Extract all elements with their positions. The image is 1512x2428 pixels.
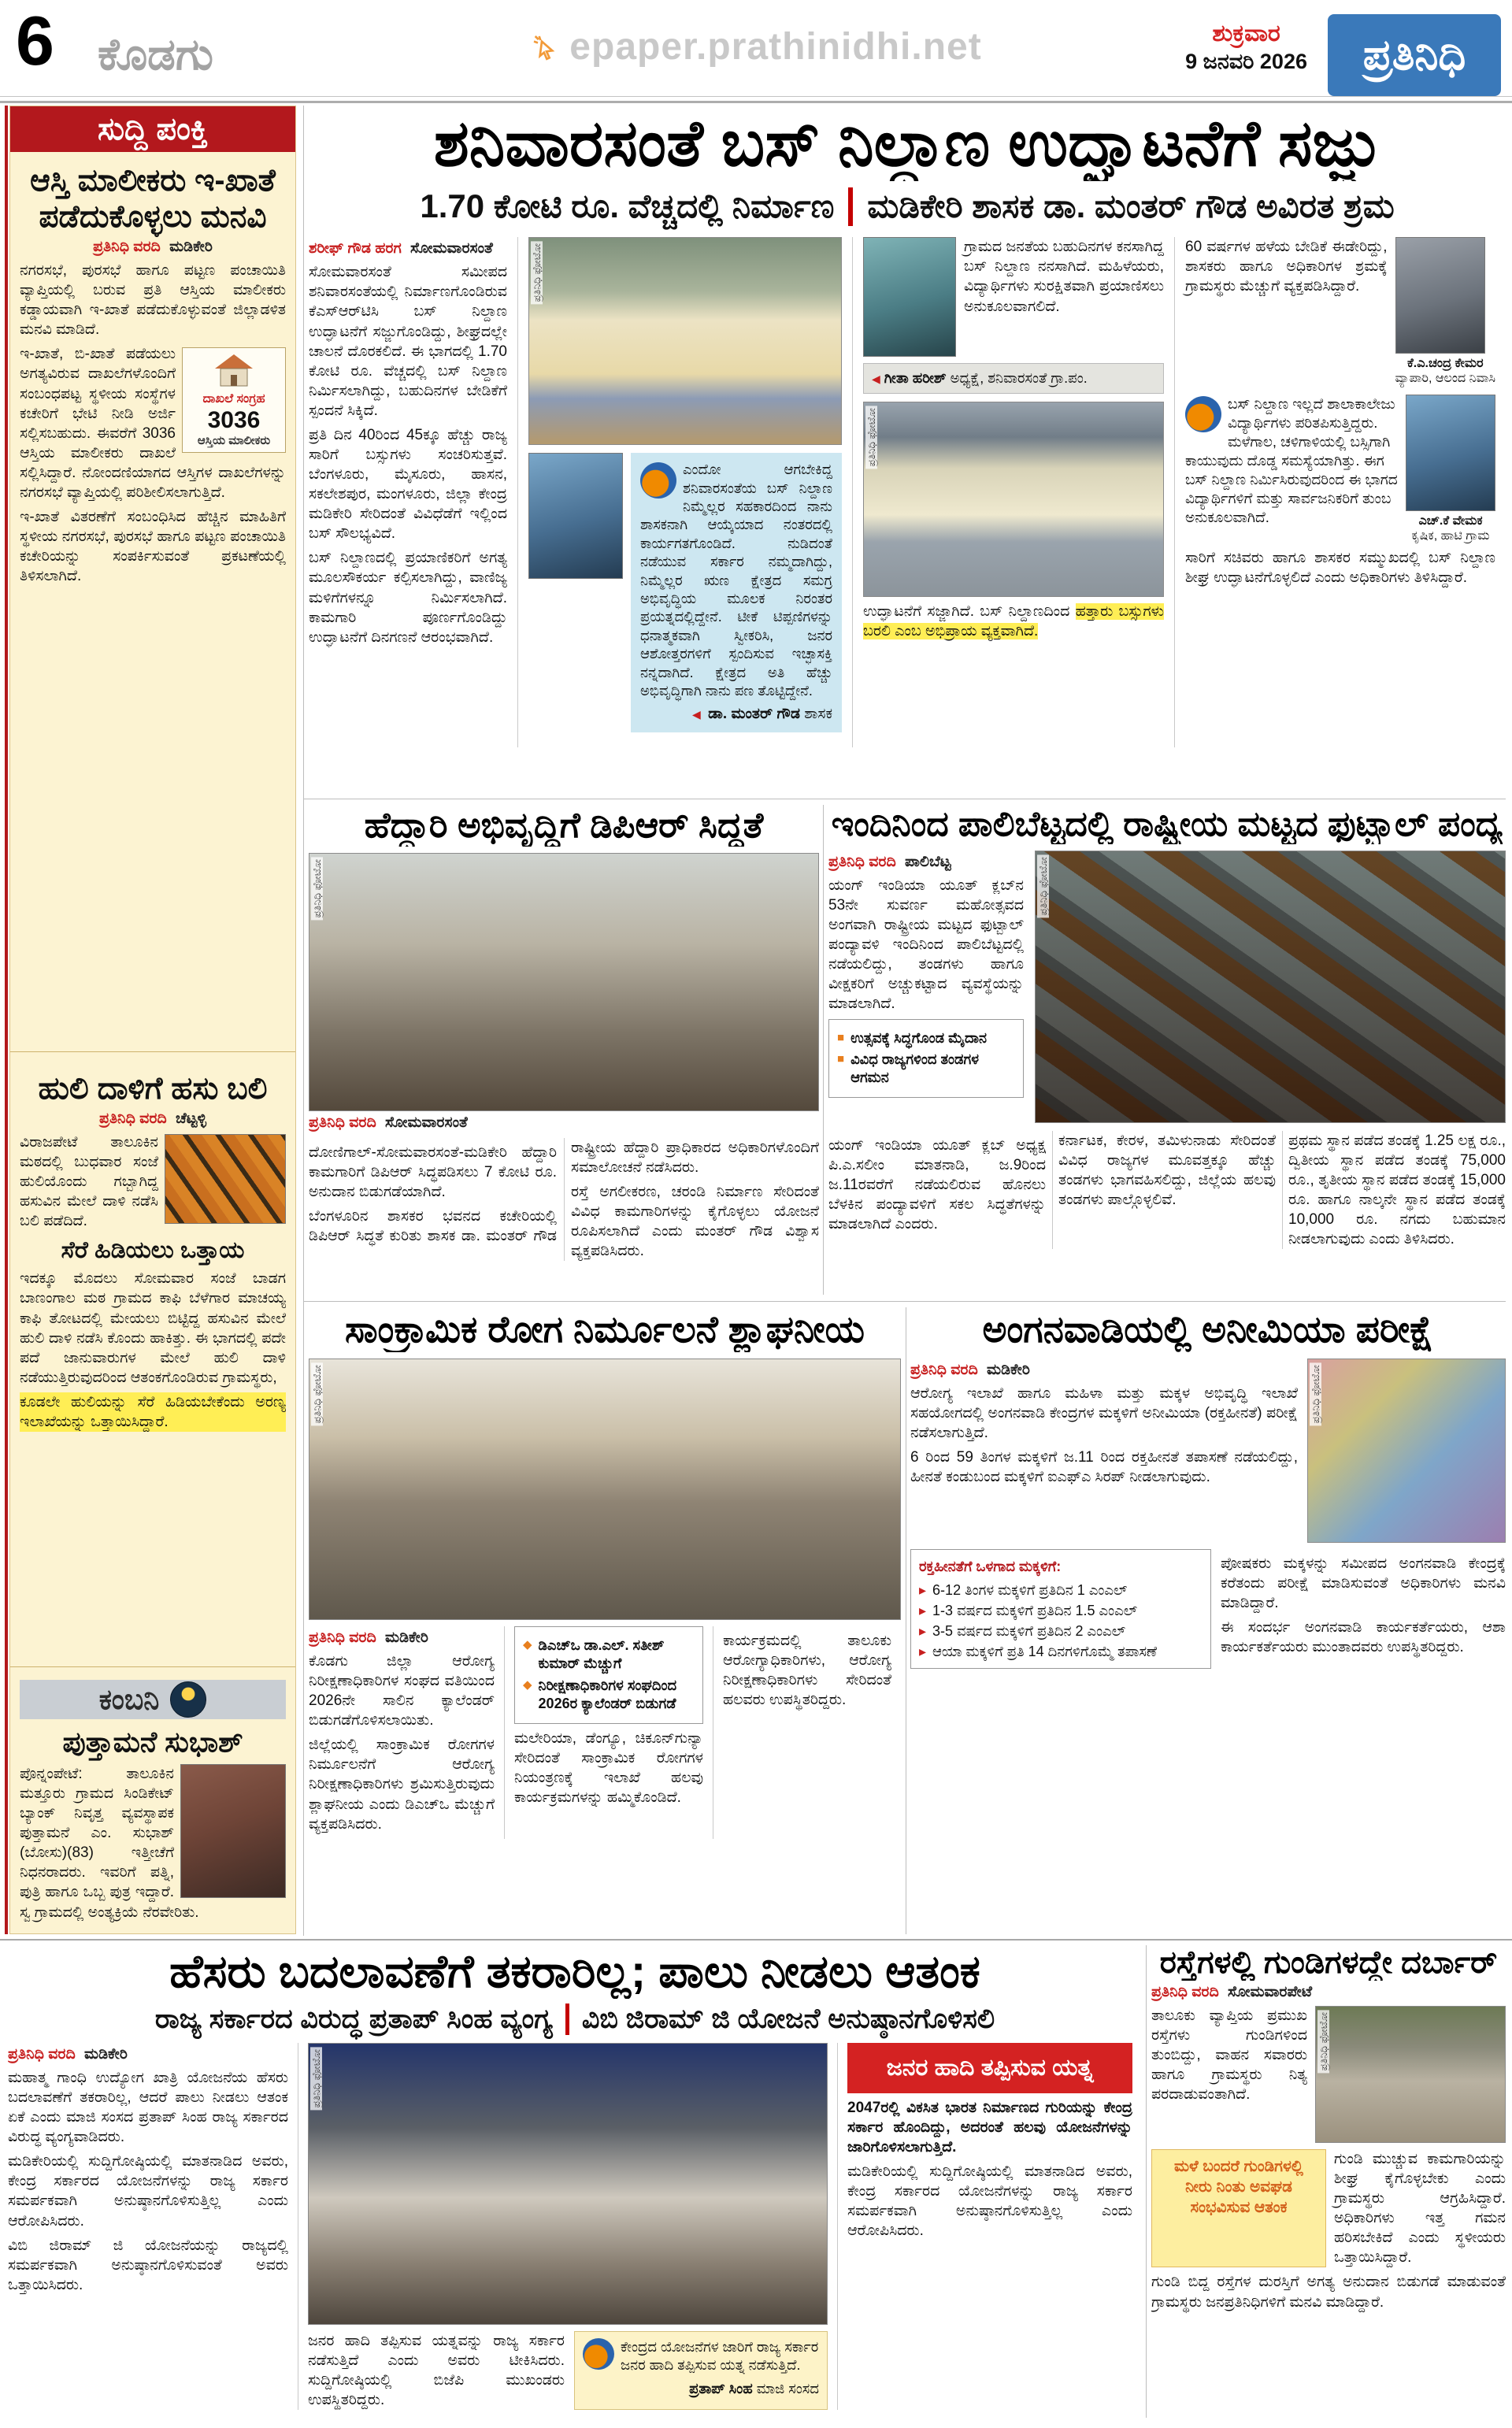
photo-press-meet xyxy=(308,2043,828,2325)
huli-subhead: ಸೆರೆ ಹಿಡಿಯಲು ಒತ್ತಾಯ xyxy=(61,1237,245,1264)
dosage-marker: ▸ xyxy=(919,1582,927,1599)
anemia-col-1 xyxy=(910,1359,1298,1543)
article-raste xyxy=(1151,1945,1506,2418)
caption-role: ಅಧ್ಯಕ್ಷೆ, ಶನಿವಾರಸಂತೆ ಗ್ರಾ.ಪಂ. xyxy=(950,370,1088,387)
photo-anganwadi-children xyxy=(1307,1359,1506,1543)
inset-number: 3036 xyxy=(207,406,261,433)
dosage-item xyxy=(919,1641,1203,1662)
article-epidemic xyxy=(309,1307,901,1934)
caption-geetha xyxy=(863,363,1164,394)
strap-divider xyxy=(848,187,853,226)
byline-label: ಪ್ರತಿನಿಧಿ ವರದಿ xyxy=(910,1362,978,1378)
section-divider xyxy=(303,1301,1506,1302)
byline xyxy=(828,854,1024,871)
left-arrow-icon: ◀ xyxy=(872,373,880,386)
byline-place: ಮಡಿಕೇರಿ xyxy=(84,2046,128,2063)
rail-red-border xyxy=(5,106,8,1934)
huli-headline: ಹುಲಿ ದಾಳಿಗೆ ಹಸು ಬಲಿ xyxy=(38,1072,268,1106)
article-anemia xyxy=(910,1307,1506,1934)
photo-calendar-release-group xyxy=(309,1359,901,1620)
photo-credit: ಪ್ರತಿನಿಧಿ ಫೋಟೋ xyxy=(531,241,543,304)
photo-bus-stand xyxy=(528,237,842,445)
asti-paragraph: ಇ-ಖಾತೆ, ಬಿ-ಖಾತೆ ಪಡೆಯಲು ಅಗತ್ಯವಿರುವ ದಾಖಲೆಗಳೊಂದಿಗೆ ಸಂಬಂಧಪಟ್ಟ ಸ್ಥಳೀಯ ಸಂಸ್ಥೆಗಳ ಕಚೇರಿಗೆ ಭೇಟಿ ನೀಡಿ ಅರ್ಜಿ ಸಲ್ಲಿಸಬಹುದು. ಈವರೆಗೆ 3036 ಆಸ್ತಿಯ ಮಾಲೀಕರು ದಾಖಲೆ ಸಲ್ಲಿಸಿದ್ದಾರೆ. ನೋಂದಣಿಯಾಗದ ಆಸ್ತಿಗಳ ದಾಖಲೆಗಳನ್ನು ನಗರಸಭೆ ವ್ಯಾಪ್ತಿಯಲ್ಲಿ ಪರಿಶೀಲಿಸಲಾಗುತ್ತಿದೆ. xyxy=(20,346,286,501)
dpr-paragraph: ಬೆಂಗಳೂರಿನ ಶಾಸಕರ ಭವನದ ಕಚೇರಿಯಲ್ಲಿ ಡಿಪಿಆರ್ ಸಿದ್ಧತೆ ಕುರಿತು ಶಾಸಕ ಡಾ. ಮಂತರ್ ಗೌಡ ರಾಷ್ಟ್ರೀಯ ಹೆದ್ದಾರಿ ಪ್ರಾಧಿಕಾರದ ಅಧಿಕಾರಿಗಳೊಂದಿಗೆ ಸಮಾಲೋಚನೆ ನಡೆಸಿದರು. xyxy=(309,1140,819,1245)
reporter-place: ಸೋಮವಾರಸಂತೆ xyxy=(410,240,493,258)
article-main xyxy=(309,107,1506,795)
page-number: 6 xyxy=(16,2,54,80)
hesaru-paragraph: ಮಡಿಕೇರಿಯಲ್ಲಿ ಸುದ್ದಿಗೋಷ್ಠಿಯಲ್ಲಿ ಮಾತನಾಡಿದ ಅವರು, ಕೇಂದ್ರ ಸರ್ಕಾರದ ಯೋಜನೆಗಳನ್ನು ರಾಜ್ಯ ಸರ್ಕಾರ ಸಮರ್ಪಕವಾಗಿ ಅನುಷ್ಠಾನಗೊಳಿಸುತ್ತಿಲ್ಲ ಎಂದು ಆರೋಪಿಸಿದರು. xyxy=(8,2153,288,2230)
header-divider xyxy=(0,96,1512,97)
photo-tiger xyxy=(165,1134,286,1224)
chandra-figure xyxy=(1395,237,1495,386)
bullet-text: ವಿವಿಧ ರಾಜ್ಯಗಳಿಂದ ತಂಡಗಳ ಆಗಮನ xyxy=(850,1051,980,1086)
bullet-text: ನಿರೀಕ್ಷಣಾಧಿಕಾರಿಗಳ ಸಂಘದಿಂದ 2026ರ ಕ್ಯಾಲೆಂಡರ್ ಬಿಡುಗಡೆ xyxy=(538,1677,677,1712)
dosage-marker: ▸ xyxy=(919,1644,927,1660)
left-arrow-icon: ◀ xyxy=(692,708,701,721)
vemaka-figure xyxy=(1406,395,1495,543)
main-headline: ಶನಿವಾರಸಂತೆ ಬಸ್ ನಿಲ್ದಾಣ ಉದ್ಘಾಟನೆಗೆ ಸಜ್ಜು xyxy=(433,108,1381,180)
bullet-item xyxy=(523,1637,695,1674)
byline-place: ಮಡಿಕೇರಿ xyxy=(385,1629,428,1646)
article-football xyxy=(828,805,1506,1295)
byline-place: ಮಡಿಕೇರಿ xyxy=(987,1362,1030,1378)
main-paragraph: ಬಸ್ ನಿಲ್ದಾಣದಲ್ಲಿ ಪ್ರಯಾಣಿಕರಿಗೆ ಅಗತ್ಯ ಮೂಲಸೌಕರ್ಯ ಕಲ್ಪಿಸಲಾಗಿದ್ದು, ವಾಣಿಜ್ಯ ಮಳಿಗೆಗಳನ್ನೂ ನಿರ್ಮಿಸಲಾಗಿದೆ. ಕಾಮಗಾರಿ ಪೂರ್ಣಗೊಂಡಿದ್ದು ಉದ್ಘಾಟನೆಗೆ ದಿನಗಣನೆ ಆರಂಭವಾಗಿದೆ. xyxy=(309,550,507,646)
dosage-marker: ▸ xyxy=(919,1623,927,1640)
hesaru-paragraph: ವಿಬಿ ಜಿರಾಮ್ ಜಿ ಯೋಜನೆಯನ್ನು ರಾಜ್ಯದಲ್ಲಿ ಸಮರ್ಪಕವಾಗಿ ಅನುಷ್ಠಾನಗೊಳಿಸುವಂತೆ ಅವರು ಒತ್ತಾಯಿಸಿದರು. xyxy=(8,2237,288,2293)
epidemic-headline: ಸಾಂಕ್ರಾಮಿಕ ರೋಗ ನಿರ್ಮೂಲನೆ ಶ್ಲಾಘನೀಯ xyxy=(345,1308,865,1350)
bullet-text: ಉತ್ಸವಕ್ಕೆ ಸಿದ್ಧಗೊಂಡ ಮೈದಾನ xyxy=(850,1029,987,1046)
main-paragraph: ಪ್ರತಿ ದಿನ 40ರಿಂದ 45ಕ್ಕೂ ಹೆಚ್ಚು ರಾಜ್ಯ ಸಾರಿಗೆ ಬಸ್ಸುಗಳು ಸಂಚರಿಸುತ್ತವೆ. ಬೆಂಗಳೂರು, ಮೈಸೂರು, ಹಾಸನ, ಸಕಲೇಶಪುರ, ಮಂಗಳೂರು, ಜಿಲ್ಲಾ ಕೇಂದ್ರ ಮಡಿಕೇರಿ ಸೇರಿದಂತೆ ವಿವಿಧೆಡೆಗೆ ಇಲ್ಲಿಂದ ಬಸ್ ಸೌಲಭ್ಯವಿದೆ. xyxy=(309,426,507,543)
anemia-paragraph: ಈ ಸಂದರ್ಭ ಅಂಗನವಾಡಿ ಕಾರ್ಯಕರ್ತೆಯರು, ಆಶಾ ಕಾರ್ಯಕರ್ತೆಯರು ಮುಂತಾದವರು ಉಪಸ್ಥಿತರಿದ್ದರು. xyxy=(1221,1619,1506,1656)
hesaru-bold-lead: 2047ರಲ್ಲಿ ವಿಕಸಿತ ಭಾರತ ನಿರ್ಮಾಣದ ಗುರಿಯನ್ನು ಕೇಂದ್ರ ಸರ್ಕಾರ ಹೊಂದಿದ್ದು, ಅದರಂತೆ ಹಲವು ಯೋಜನೆಗಳನ್ನು ಜಾರಿಗೊಳಿಸಲಾಗುತ್ತಿದೆ. xyxy=(847,2100,1132,2156)
weekday-label: ಶುಕ್ರವಾರ xyxy=(1212,20,1280,46)
article-asti xyxy=(20,152,286,1043)
strap-right: ಮಡಿಕೇರಿ ಶಾಸಕ ಡಾ. ಮಂತರ್ ಗೌಡ ಅವಿರತ ಶ್ರಮ xyxy=(867,187,1395,225)
photo-manthar-gowda xyxy=(528,453,623,579)
main-paragraph xyxy=(863,602,1164,641)
article-hesaru xyxy=(8,1945,1142,2418)
strap-left: ರಾಜ್ಯ ಸರ್ಕಾರದ ವಿರುದ್ಧ ಪ್ರತಾಪ್ ಸಿಂಹ ವ್ಯಂಗ್ಯ xyxy=(154,2004,553,2034)
kambani-banner xyxy=(20,1680,286,1719)
hesaru-paragraph: ಮಹಾತ್ಮ ಗಾಂಧಿ ಉದ್ಯೋಗ ಖಾತ್ರಿ ಯೋಜನೆಯ ಹೆಸರು ಬದಲಾವಣೆಗೆ ತಕರಾರಿಲ್ಲ, ಆದರೆ ಪಾಲು ನೀಡಲು ಆತಂಕ ಏಕೆ ಎಂದು ಮಾಜಿ ಸಂಸದ ಪ್ರತಾಪ್ ಸಿಂಹ ರಾಜ್ಯ ಸರ್ಕಾರದ ವಿರುದ್ಧ ವ್ಯಂಗ್ಯವಾಡಿದರು. xyxy=(8,2070,288,2146)
epidemic-col-1 xyxy=(309,1626,504,1839)
kambani-title: ಪುತ್ತಾಮನೆ ಸುಭಾಶ್ xyxy=(62,1726,243,1758)
photo-stadium-gallery xyxy=(1035,851,1506,1123)
photo-credit: ಪ್ರತಿನಿಧಿ ಫೋಟೋ xyxy=(1037,854,1049,917)
news-column-rail xyxy=(9,106,296,1934)
epidemic-col-3 xyxy=(713,1626,901,1839)
raste-headline: ರಸ್ತೆಗಳಲ್ಲಿ ಗುಂಡಿಗಳದ್ದೇ ದರ್ಬಾರ್ xyxy=(1159,1945,1498,1980)
photo-chandra-kemara xyxy=(1395,237,1485,354)
quote-2-block xyxy=(1185,395,1398,543)
click-cursor-icon xyxy=(530,32,561,64)
rail-divider-vertical xyxy=(303,106,304,1936)
byline xyxy=(8,2046,288,2063)
caption-vemaka xyxy=(1406,513,1495,543)
epidemic-paragraph: ಮಲೇರಿಯಾ, ಡೆಂಗ್ಯೂ, ಚಿಕೂನ್‌ಗುನ್ಯಾ ಸೇರಿದಂತೆ ಸಾಂಕ್ರಾಮಿಕ ರೋಗಗಳ ನಿಯಂತ್ರಣಕ್ಕೆ ಇಲಾಖೆ ಹಲವು ಕಾರ್ಯಕ್ರಮಗಳನ್ನು ಹಮ್ಮಿಕೊಂಡಿದೆ. xyxy=(514,1729,703,1806)
football-bullet-box xyxy=(828,1019,1024,1098)
quote-icon xyxy=(1185,396,1221,432)
hesaru-paragraph: ಜನರ ಹಾದಿ ತಪ್ಪಿಸುವ ಯತ್ನವನ್ನು ರಾಜ್ಯ ಸರ್ಕಾರ ನಡೆಸುತ್ತಿದೆ ಎಂದು ಅವರು ಟೀಕಿಸಿದರು. ಸುದ್ದಿಗೋಷ್ಠಿಯಲ್ಲಿ ಬಿಜೆಪಿ ಮುಖಂಡರು ಉಪಸ್ಥಿತರಿದ್ದರು. xyxy=(308,2333,565,2409)
epidemic-columns xyxy=(309,1626,901,1839)
byline-place: ಸೋಮವಾರಪೇಟೆ xyxy=(1228,1984,1313,2000)
quote-icon xyxy=(583,2338,614,2370)
main-col-3 xyxy=(852,237,1174,747)
quote-box-mla xyxy=(631,453,842,732)
asti-paragraph: ನಗರಸಭೆ, ಪುರಸಭೆ ಹಾಗೂ ಪಟ್ಟಣ ಪಂಚಾಯಿತಿ ವ್ಯಾಪ್ತಿಯಲ್ಲಿ ಬರುವ ಪ್ರತಿ ಆಸ್ತಿಯ ಮಾಲೀಕರು ಕಡ್ಡಾಯವಾಗಿ ಇ-ಖಾತೆ ಪಡೆದುಕೊಳ್ಳುವಂತೆ ಜಿಲ್ಲಾಡಳಿತ ಮನವಿ ಮಾಡಿದೆ. xyxy=(20,262,286,339)
header-divider-thick xyxy=(0,101,1512,103)
photo-dpr-meeting xyxy=(309,853,819,1111)
photo-vemaka xyxy=(1406,395,1495,511)
hesaru-headline: ಹೆಸರು ಬದಲಾವಣೆಗೆ ತಕರಾರಿಲ್ಲ; ಪಾಲು ನೀಡಲು ಆತಂಕ xyxy=(169,1946,980,1997)
edition-name: ಕೊಡಗು xyxy=(98,29,213,79)
main-col-4 xyxy=(1174,237,1506,747)
diya-icon xyxy=(170,1681,206,1718)
rail-divider xyxy=(10,1051,295,1052)
football-top xyxy=(828,851,1506,1123)
football-body xyxy=(828,1131,1506,1249)
byline-label: ಪ್ರತಿನಿಧಿ ವರದಿ xyxy=(98,1110,167,1128)
photo-credit: ಪ್ರತಿನಿಧಿ ಫೋಟೋ xyxy=(1317,2010,1329,2073)
reporter-name: ಶರೀಫ್ ಗೌಡ ಹರಗ xyxy=(309,240,402,258)
epidemic-bullet-box xyxy=(514,1626,703,1724)
byline xyxy=(20,1110,286,1128)
dosage-title: ರಕ್ತಹೀನತೆಗೆ ಒಳಗಾದ ಮಕ್ಕಳಿಗೆ: xyxy=(919,1559,1062,1574)
caption-name: ಕೆ.ಎ.ಚಂದ್ರ ಕೇಮರ xyxy=(1406,357,1484,371)
date-label: 9 ಜನವರಿ 2026 xyxy=(1185,49,1307,73)
dpr-body xyxy=(309,1138,819,1261)
huli-paragraph: ಇದಕ್ಕೂ ಮೊದಲು ಸೋಮವಾರ ಸಂಜೆ ಬಾಡಗ ಬಾಣಂಗಾಲ ಮಠ ಗ್ರಾಮದ ಕಾಫಿ ಬೆಳೆಗಾರ ಮಾಚಯ್ಯ ಕಾಫಿ ತೋಟದಲ್ಲಿ ಮೇಯಲು ಬಿಟ್ಟಿದ್ದ ಹಸುವಿನ ಮೇಲೆ ಹುಲಿ ದಾಳಿ ನಡೆಸಿ ಕೊಂದು ಹಾಕಿತ್ತು. ಈ ಭಾಗದಲ್ಲಿ ಪದೇ ಪದೆ ಜಾನುವಾರುಗಳ ಮೇಲೆ ಹುಲಿ ದಾಳಿ ನಡೆಯುತ್ತಿರುವುದರಿಂದ ಆತಂಕಗೊಂಡಿರುವ ಗ್ರಾಮಸ್ಥರು, xyxy=(20,1270,286,1386)
bullet-icon: ◆ xyxy=(523,1677,532,1692)
quote-name: ಡಾ. ಮಂತರ್ ಗೌಡ xyxy=(708,706,800,723)
photo-credit: ಪ್ರತಿನಿಧಿ ಫೋಟೋ xyxy=(310,2047,322,2110)
column-divider xyxy=(823,805,824,1295)
quote-text: ಎಂದೋ ಆಗಬೇಕಿದ್ದ ಶನಿವಾರಸಂತೆಯ ಬಸ್ ನಿಲ್ದಾಣ ನಿಮ್ಮೆಲ್ಲರ ಸಹಕಾರದಿಂದ ನಾನು ಶಾಸಕನಾಗಿ ಆಯ್ಕೆಯಾದ ನಂತರದಲ್ಲಿ ಕಾರ್ಯಗತಗೊಂಡಿದೆ. ನುಡಿದಂತೆ ನಡೆಯುವ ಸರ್ಕಾರ ನಮ್ಮದಾಗಿದ್ದು, ನಿಮ್ಮೆಲ್ಲರ ಋಣ ಕ್ಷೇತ್ರದ ಸಮಗ್ರ ಅಭಿವೃದ್ಧಿಯ ಮೂಲಕ ನಿರಂತರ ಪ್ರಯತ್ನದಲ್ಲಿದ್ದೇನೆ. ಟೀಕೆ ಟಿಪ್ಪಣಿಗಳನ್ನು ಧನಾತ್ಮಕವಾಗಿ ಸ್ವೀಕರಿಸಿ, ಜನರ ಆಶೋತ್ತರಗಳಿಗೆ ಸ್ಪಂದಿಸುವ ಇಚ್ಛಾಸಕ್ತಿ ನನ್ನದಾಗಿದೆ. ಕ್ಷೇತ್ರದ ಅತಿ ಹೆಚ್ಚು ಅಭಿವೃದ್ಧಿಗಾಗಿ ನಾನು ಪಣ ತೊಟ್ಟಿದ್ದೇನೆ. xyxy=(640,462,832,699)
byline-place: ಸೋಮವಾರಸಂತೆ xyxy=(385,1114,468,1131)
hesaru-below-photo xyxy=(308,2331,828,2410)
dosage-text: 3-5 ವರ್ಷದ ಮಕ್ಕಳಿಗೆ ಪ್ರತಿದಿನ 2 ಎಂಎಲ್ xyxy=(932,1623,1126,1640)
house-icon xyxy=(213,353,254,387)
quote-icon xyxy=(640,462,676,499)
byline xyxy=(309,1629,495,1647)
byline xyxy=(309,240,507,258)
dosage-marker: ▸ xyxy=(919,1603,927,1619)
byline-place: ಮಡಿಕೇರಿ xyxy=(169,239,213,256)
photo-credit: ಪ್ರತಿನಿಧಿ ಫೋಟೋ xyxy=(865,406,877,469)
highlighted-text: ಹತ್ತಾರು ಬಸ್ಸುಗಳು ಬರಲಿ ಎಂಬ ಅಭಿಪ್ರಾಯ ವ್ಯಕ್ತವಾಗಿದೆ. xyxy=(863,603,1164,640)
raste-paragraph: ಗುಂಡಿ ಮುಚ್ಚುವ ಕಾಮಗಾರಿಯನ್ನು ಶೀಘ್ರ ಕೈಗೊಳ್ಳಬೇಕು ಎಂದು ಗ್ರಾಮಸ್ಥರು ಆಗ್ರಹಿಸಿದ್ದಾರೆ. ಅಧಿಕಾರಿಗಳು ಇತ್ತ ಗಮನ ಹರಿಸಬೇಕಿದೆ ಎಂದು ಸ್ಥಳೀಯರು ಒತ್ತಾಯಿಸಿದ್ದಾರೆ. xyxy=(1334,2151,1506,2267)
main-col-1 xyxy=(309,237,517,747)
photo-credit: ಪ್ರತಿನಿಧಿ ಫೋಟೋ xyxy=(1310,1362,1321,1425)
anemia-paragraph: 6 ರಿಂದ 59 ತಿಂಗಳ ಮಕ್ಕಳಿಗೆ ಜ.11 ರಿಂದ ರಕ್ತಹೀನತೆ ತಪಾಸಣೆ ನಡೆಯಲಿದ್ದು, ಹೀನತೆ ಕಂಡುಬಂದ ಮಕ್ಕಳಿಗೆ ಐಎಫ್‌ಎ ಸಿರಪ್ ನೀಡಲಾಗುವುದು. xyxy=(910,1449,1298,1486)
football-paragraph: ಯಂಗ್ ಇಂಡಿಯಾ ಯೂತ್ ಕ್ಲಬ್ ಅಧ್ಯಕ್ಷ ಪಿ.ಎ.ಸಲೀಂ ಮಾತನಾಡಿ, ಜ.9ರಿಂದ ಜ.11ರವರೆಗೆ ನಡೆಯಲಿರುವ ಹೊನಲು ಬೆಳಕಿನ ಪಂದ್ಯಾವಳಿಗೆ ಸಕಲ ಸಿದ್ಧತೆಗಳನ್ನು ಮಾಡಲಾಗಿದೆ ಎಂದರು. xyxy=(828,1137,1046,1233)
asti-headline: ಆಸ್ತಿ ಮಾಲೀಕರು ಇ-ಖಾತೆ ಪಡೆದುಕೊಳ್ಳಲು ಮನವಿ xyxy=(30,164,276,235)
kambani-banner-label: ಕಂಬನಿ xyxy=(98,1682,160,1715)
anemia-top xyxy=(910,1359,1506,1543)
inset-sublabel: ಆಸ್ತಿಯ ಮಾಲೀಕರು xyxy=(197,433,271,447)
main-paragraph: ಸೋಮವಾರಸಂತೆ ಸಮೀಪದ ಶನಿವಾರಸಂತೆಯಲ್ಲಿ ನಿರ್ಮಾಣಗೊಂಡಿರುವ ಕೆಎಸ್‌ಆರ್‌ಟಿಸಿ ಬಸ್ ನಿಲ್ದಾಣ ಉದ್ಘಾಟನೆಗೆ ಸಜ್ಜುಗೊಂಡಿದ್ದು, ಶೀಘ್ರದಲ್ಲೇ ಚಾಲನೆ ದೊರಕಲಿದೆ. ಈ ಭಾಗದಲ್ಲಿ 1.70 ಕೋಟಿ ರೂ. ವೆಚ್ಚದಲ್ಲಿ ಬಸ್ ನಿಲ್ದಾಣ ನಿರ್ಮಿಸಲಾಗಿದ್ದು, ಬಹುದಿನಗಳ ಬೇಡಿಕೆಗೆ ಸ್ಪಂದನೆ ಸಿಕ್ಕಿದೆ. xyxy=(309,264,507,419)
bullet-icon: ■ xyxy=(837,1051,845,1066)
raste-mid xyxy=(1151,2149,1506,2267)
section-divider xyxy=(0,1939,1512,1941)
bullet-icon: ◆ xyxy=(523,1638,532,1651)
photo-obituary-portrait xyxy=(180,1764,286,1898)
caption-name: ಗೀತಾ ಹರೀಶ್ xyxy=(884,370,947,387)
strap-right: ವಿಬಿ ಜಿರಾಮ್ ಜಿ ಯೋಜನೆ ಅನುಷ್ಠಾನಗೊಳಿಸಲಿ xyxy=(581,2004,995,2034)
football-paragraph: ಕರ್ನಾಟಕ, ಕೇರಳ, ತಮಿಳುನಾಡು ಸೇರಿದಂತೆ ವಿವಿಧ ರಾಜ್ಯಗಳ ಮೂವತ್ತಕ್ಕೂ ಹೆಚ್ಚು ತಂಡಗಳು ಭಾಗವಹಿಸಲಿದ್ದು, ಜಿಲ್ಲೆಯ ಹಲವು ತಂಡಗಳು ಪಾಲ್ಗೊಳ್ಳಲಿವೆ. xyxy=(1058,1132,1276,1209)
dpr-paragraph: ರಸ್ತೆ ಅಗಲೀಕರಣ, ಚರಂಡಿ ನಿರ್ಮಾಣ ಸೇರಿದಂತೆ ವಿವಿಧ ಕಾಮಗಾರಿಗಳನ್ನು ಕೈಗೊಳ್ಳಲು ಯೋಜನೆ ರೂಪಿಸಲಾಗಿದೆ ಎಂದು ಮಂತರ್ ಗೌಡ ವಿಶ್ವಾಸ ವ್ಯಕ್ತಪಡಿಸಿದರು. xyxy=(571,1184,819,1260)
caption-chandra xyxy=(1395,356,1495,386)
football-paragraph: ಯಂಗ್ ಇಂಡಿಯಾ ಯೂತ್ ಕ್ಲಬ್‌ನ 53ನೇ ಸುವರ್ಣ ಮಹೋತ್ಸವದ ಅಂಗವಾಗಿ ರಾಷ್ಟ್ರೀಯ ಮಟ್ಟದ ಫುಟ್ಬಾಲ್ ಪಂದ್ಯಾವಳಿ ಇಂದಿನಿಂದ ಪಾಲಿಬೆಟ್ಟದಲ್ಲಿ ನಡೆಯಲಿದ್ದು, ತಂಡಗಳು ಹಾಗೂ ವೀಕ್ಷಕರಿಗೆ ಅಚ್ಚುಕಟ್ಟಾದ ವ್ಯವಸ್ಥೆಯನ್ನು ಮಾಡಲಾಗಿದೆ. xyxy=(828,877,1024,1013)
photo-bus-shelter xyxy=(863,402,1164,597)
football-paragraph: ಪ್ರಥಮ ಸ್ಥಾನ ಪಡೆದ ತಂಡಕ್ಕೆ 1.25 ಲಕ್ಷ ರೂ., ದ್ವಿತೀಯ ಸ್ಥಾನ ಪಡೆದ ತಂಡಕ್ಕೆ 75,000 ರೂ., ತೃತೀಯ ಸ್ಥಾನ ಪಡೆದ ತಂಡಕ್ಕೆ 15,000 ರೂ. ಹಾಗೂ ನಾಲ್ಕನೇ ಸ್ಥಾನ ಪಡೆದ ತಂಡಕ್ಕೆ 10,000 ರೂ. ನಗದು ಬಹುಮಾನ ನೀಡಲಾಗುವುದು ಎಂದು ತಿಳಿಸಿದರು. xyxy=(1288,1132,1506,1248)
caption-name: ಎಚ್.ಕೆ ವೇಮಕ xyxy=(1418,513,1483,528)
main-paragraph: ಸಾರಿಗೆ ಸಚಿವರು ಹಾಗೂ ಶಾಸಕರ ಸಮ್ಮುಖದಲ್ಲಿ ಬಸ್ ನಿಲ್ದಾಣ ಶೀಘ್ರ ಉದ್ಘಾಟನೆಗೊಳ್ಳಲಿದೆ ಎಂದು ಅಧಿಕಾರಿಗಳು ತಿಳಿಸಿದ್ದಾರೆ. xyxy=(1185,550,1495,587)
main-col-2 xyxy=(517,237,852,747)
hesaru-paragraph: ಮಡಿಕೇರಿಯಲ್ಲಿ ಸುದ್ದಿಗೋಷ್ಠಿಯಲ್ಲಿ ಮಾತನಾಡಿದ ಅವರು, ಕೇಂದ್ರ ಸರ್ಕಾರದ ಯೋಜನೆಗಳನ್ನು ರಾಜ್ಯ ಸರ್ಕಾರ ಸಮರ್ಪಕವಾಗಿ ಅನುಷ್ಠಾನಗೊಳಿಸುತ್ತಿಲ್ಲ ಎಂದು ಆರೋಪಿಸಿದರು. xyxy=(847,2163,1132,2240)
byline-place: ಚೆಟ್ಟಳ್ಳಿ xyxy=(175,1110,207,1128)
anemia-headline: ಅಂಗನವಾಡಿಯಲ್ಲಿ ಅನೀಮಿಯಾ ಪರೀಕ್ಷೆ xyxy=(982,1308,1434,1350)
byline-label: ಪ್ರತಿನಿಧಿ ವರದಿ xyxy=(309,1114,376,1131)
news-column-banner: ಸುದ್ದಿ ಪಂಕ್ತಿ xyxy=(10,106,295,152)
strap-divider xyxy=(565,2004,569,2035)
byline-label: ಪ್ರತಿನಿಧಿ ವರದಿ xyxy=(8,2046,76,2063)
dosage-item xyxy=(919,1580,1203,1600)
anemia-col-2 xyxy=(1221,1549,1506,1669)
dpr-paragraph: ದೋಣಿಗಾಲ್-ಸೋಮವಾರಸಂತೆ-ಮಡಿಕೇರಿ ಹೆದ್ದಾರಿ ಕಾಮಗಾರಿಗೆ ಡಿಪಿಆರ್ ಸಿದ್ಧಪಡಿಸಲು 7 ಕೋಟಿ ರೂ. ಅನುದಾನ ಬಿಡುಗಡೆಯಾಗಿದೆ. xyxy=(309,1144,557,1201)
main-paragraph: 60 ವರ್ಷಗಳ ಹಳೆಯ ಬೇಡಿಕೆ ಈಡೇರಿದ್ದು, ಶಾಸಕರು ಹಾಗೂ ಅಧಿಕಾರಿಗಳ ಶ್ರಮಕ್ಕೆ ಗ್ರಾಮಸ್ಥರು ಮೆಚ್ಚುಗೆ ವ್ಯಕ್ತಪಡಿಸಿದ್ದಾರೆ. xyxy=(1185,239,1388,295)
hesaru-col-2 xyxy=(298,2043,837,2410)
main-strap xyxy=(309,187,1506,226)
byline-label: ಪ್ರತಿನಿಧಿ ವರದಿ xyxy=(828,854,896,870)
hesaru-col-1 xyxy=(8,2043,298,2410)
byline xyxy=(910,1362,1298,1379)
dosage-text: 6-12 ತಿಂಗಳ ಮಕ್ಕಳಿಗೆ ಪ್ರತಿದಿನ 1 ಎಂಎಲ್ xyxy=(932,1582,1128,1599)
site-url-text: epaper.prathinidhi.net xyxy=(569,26,982,68)
byline xyxy=(309,1114,819,1132)
quote-row-2 xyxy=(1185,395,1495,543)
caption-role: ಕೃಷಿಕ, ಹಾಟಿ ಗ್ರಾಮ xyxy=(1411,528,1490,543)
anemia-paragraph: ಆರೋಗ್ಯ ಇಲಾಖೆ ಹಾಗೂ ಮಹಿಳಾ ಮತ್ತು ಮಕ್ಕಳ ಅಭಿವೃದ್ಧಿ ಇಲಾಖೆ ಸಹಯೋಗದಲ್ಲಿ ಅಂಗನವಾಡಿ ಕೇಂದ್ರಗಳ ಮಕ್ಕಳಿಗೆ ಅನೀಮಿಯಾ (ರಕ್ತಹೀನತೆ) ಪರೀಕ್ಷೆ ನಡೆಸಲಾಗುತ್ತಿದೆ. xyxy=(910,1385,1298,1442)
raste-top xyxy=(1151,2006,1506,2143)
quote-role: ಮಾಜಿ ಸಂಸದ xyxy=(756,2380,819,2396)
rail-divider xyxy=(10,1666,295,1667)
main-paragraph: ಗ್ರಾಮದ ಜನತೆಯ ಬಹುದಿನಗಳ ಕನಸಾಗಿದ್ದ ಬಸ್ ನಿಲ್ದಾಣ ನನಸಾಗಿದೆ. ಮಹಿಳೆಯರು, ವಿದ್ಯಾರ್ಥಿಗಳು ಸುರಕ್ಷಿತವಾಗಿ ಪ್ರಯಾಣಿಸಲು ಅನುಕೂಲವಾಗಲಿದೆ. xyxy=(964,239,1164,315)
photo-credit: ಪ್ರತಿನಿಧಿ ಫೋಟೋ xyxy=(311,857,323,920)
inset-label: ದಾಖಲೆ ಸಂಗ್ರಹ xyxy=(202,392,265,406)
byline-label: ಪ್ರತಿನಿಧಿ ವರದಿ xyxy=(309,1629,376,1646)
article-huli xyxy=(20,1060,286,1659)
date-block xyxy=(1185,19,1307,75)
quote-box-pratap xyxy=(574,2331,828,2410)
main-columns xyxy=(309,237,1506,747)
quote-attribution xyxy=(583,2380,819,2398)
paragraph-text: ಉದ್ಘಾಟನೆಗೆ ಸಜ್ಜಾಗಿದೆ. ಬಸ್ ನಿಲ್ದಾಣದಿಂದ xyxy=(863,603,1070,621)
asti-inset-box xyxy=(182,347,286,452)
hesaru-strap xyxy=(8,2004,1142,2035)
dosage-box xyxy=(910,1549,1211,1669)
strap-left: 1.70 ಕೋಟಿ ರೂ. ವೆಚ್ಚದಲ್ಲಿ ನಿರ್ಮಾಣ xyxy=(420,187,835,225)
article-kambani xyxy=(20,1675,286,1935)
epidemic-paragraph: ಕೊಡಗು ಜಿಲ್ಲಾ ಆರೋಗ್ಯ ನಿರೀಕ್ಷಣಾಧಿಕಾರಿಗಳ ಸಂಘದ ವತಿಯಿಂದ 2026ನೇ ಸಾಲಿನ ಕ್ಯಾಲೆಂಡರ್ ಬಿಡುಗಡೆಗೊಳಿಸಲಾಯಿತು. xyxy=(309,1653,495,1729)
caption-role: ವ್ಯಾಪಾರಿ, ಆಲಂದ ನಿವಾಸಿ xyxy=(1395,372,1495,386)
hesaru-col-3 xyxy=(837,2043,1142,2410)
dosage-text: ಆಯಾ ಮಕ್ಕಳಿಗೆ ಪ್ರತಿ 14 ದಿನಗಳಿಗೊಮ್ಮೆ ತಪಾಸಣೆ xyxy=(932,1644,1158,1660)
dosage-text: 1-3 ವರ್ಷದ ಮಕ್ಕಳಿಗೆ ಪ್ರತಿದಿನ 1.5 ಎಂಎಲ್ xyxy=(932,1603,1138,1619)
geetha-row xyxy=(863,237,1164,357)
quote-text: ಬಸ್ ನಿಲ್ದಾಣ ಇಲ್ಲದೆ ಶಾಲಾಕಾಲೇಜು ವಿದ್ಯಾರ್ಥಿಗಳು ಪರಿತಪಿಸುತ್ತಿದ್ದರು. ಮಳೆಗಾಲ, ಚಳಿಗಾಳಿಯಲ್ಲಿ ಬಸ್ಸಿಗಾಗಿ ಕಾಯುವುದು ದೊಡ್ಡ ಸಮಸ್ಯೆಯಾಗಿತ್ತು. ಈಗ ಬಸ್ ನಿಲ್ದಾಣ ನಿರ್ಮಿಸಿರುವುದರಿಂದ ಈ ಭಾಗದ ವಿದ್ಯಾರ್ಥಿಗಳಿಗೆ ಮತ್ತು ಸಾರ್ವಜನಿಕರಿಗೆ ತುಂಬ ಅನುಕೂಲವಾಗಿದೆ. xyxy=(1185,395,1398,525)
raste-paragraph: ಗುಂಡಿ ಬಿದ್ದ ರಸ್ತೆಗಳ ದುರಸ್ತಿಗೆ ಅಗತ್ಯ ಅನುದಾನ ಬಿಡುಗಡೆ ಮಾಡುವಂತೆ ಗ್ರಾಮಸ್ಥರು ಜನಪ್ರತಿನಿಧಿಗಳಿಗೆ ಮನವಿ ಮಾಡಿದ್ದಾರೆ. xyxy=(1151,2274,1506,2311)
quote-row xyxy=(528,453,842,732)
masthead-logo: ಪ್ರತಿನಿಧಿ xyxy=(1328,14,1501,96)
anemia-paragraph: ಪೋಷಕರು ಮಕ್ಕಳನ್ನು ಸಮೀಪದ ಅಂಗನವಾಡಿ ಕೇಂದ್ರಕ್ಕೆ ಕರೆತಂದು ಪರೀಕ್ಷೆ ಮಾಡಿಸುವಂತೆ ಅಧಿಕಾರಿಗಳು ಮನವಿ ಮಾಡಿದ್ದಾರೆ. xyxy=(1221,1555,1506,1612)
epidemic-paragraph: ಕಾರ್ಯಕ್ರಮದಲ್ಲಿ ತಾಲೂಕು ಆರೋಗ್ಯಾಧಿಕಾರಿಗಳು, ಆರೋಗ್ಯ ನಿರೀಕ್ಷಣಾಧಿಕಾರಿಗಳು ಸೇರಿದಂತೆ ಹಲವರು ಉಪಸ್ಥಿತರಿದ್ದರು. xyxy=(723,1633,891,1709)
huli-highlight: ಕೂಡಲೇ ಹುಲಿಯನ್ನು ಸೆರೆ ಹಿಡಿಯಬೇಕೆಂದು ಅರಣ್ಯ ಇಲಾಖೆಯನ್ನು ಒತ್ತಾಯಿಸಿದ್ದಾರೆ. xyxy=(20,1392,286,1432)
raste-highlight-box: ಮಳೆ ಬಂದರೆ ಗುಂಡಿಗಳಲ್ಲಿ ನೀರು ನಿಂತು ಅವಘಡ ಸಂಭವಿಸುವ ಆತಂಕ xyxy=(1151,2149,1326,2267)
bullet-text: ಡಿಎಚ್‌ಒ ಡಾ.ಎಲ್. ಸತೀಶ್ ಕುಮಾರ್ ಮೆಚ್ಚುಗೆ xyxy=(538,1637,665,1672)
quote-attribution xyxy=(640,705,832,725)
bullet-icon: ■ xyxy=(837,1030,845,1044)
huli-paragraph: ವಿರಾಜಪೇಟೆ ತಾಲೂಕಿನ ಮಠದಲ್ಲಿ ಬುಧವಾರ ಸಂಜೆ ಹುಲಿಯೊಂದು ಗಬ್ಬಾಗಿದ್ದ ಹಸುವಿನ ಮೇಲೆ ದಾಳಿ ನಡೆಸಿ ಬಲಿ ಪಡೆದಿದೆ. xyxy=(20,1134,158,1230)
quote-role: ಶಾಸಕ xyxy=(804,706,832,723)
bullet-item xyxy=(523,1677,695,1714)
epidemic-paragraph: ಜಿಲ್ಲೆಯಲ್ಲಿ ಸಾಂಕ್ರಾಮಿಕ ರೋಗಗಳ ನಿರ್ಮೂಲನೆಗೆ ಆರೋಗ್ಯ ನಿರೀಕ್ಷಣಾಧಿಕಾರಿಗಳು ಶ್ರಮಿಸುತ್ತಿರುವುದು ಶ್ಲಾಘನೀಯ ಎಂದು ಡಿಎಚ್‌ಒ ಮೆಚ್ಚುಗೆ ವ್ಯಕ್ತಪಡಿಸಿದರು. xyxy=(309,1737,495,1833)
hesaru-columns xyxy=(8,2043,1142,2410)
dosage-item xyxy=(919,1600,1203,1621)
byline-label: ಪ್ರತಿನಿಧಿ ವರದಿ xyxy=(93,239,161,256)
quote-name: ಪ್ರತಾಪ್ ಸಿಂಹ xyxy=(689,2380,753,2396)
epidemic-col-2 xyxy=(504,1626,713,1839)
article-dpr xyxy=(309,805,819,1295)
anemia-mid xyxy=(910,1549,1506,1669)
raste-paragraph: ತಾಲೂಕು ವ್ಯಾಪ್ತಿಯ ಪ್ರಮುಖ ರಸ್ತೆಗಳು ಗುಂಡಿಗಳಿಂದ ತುಂಬಿದ್ದು, ವಾಹನ ಸವಾರರು ಹಾಗೂ ಗ್ರಾಮಸ್ಥರು ನಿತ್ಯ ಪರದಾಡುವಂತಾಗಿದೆ. xyxy=(1151,2007,1307,2104)
kambani-body: ಪೊನ್ನಂಪೇಟೆ: ತಾಲೂಕಿನ ಮತ್ತೂರು ಗ್ರಾಮದ ಸಿಂಡಿಕೇಟ್ ಬ್ಯಾಂಕ್ ನಿವೃತ್ತ ವ್ಯವಸ್ಥಾಪಕ ಪುತ್ತಾಮನೆ ಎಂ. ಸುಭಾಶ್ (ಬೋಸು)(83) ಇತ್ತೀಚೆಗೆ ನಿಧನರಾದರು. ಇವರಿಗೆ ಪತ್ನಿ, ಪುತ್ರಿ ಹಾಗೂ ಒಬ್ಬ ಪುತ್ರ ಇದ್ದಾರೆ. ಸ್ವ ಗ್ರಾಮದಲ್ಲಿ ಅಂತ್ಯಕ್ರಿಯೆ ನೆರವೇರಿತು. xyxy=(20,1766,199,1921)
photo-potholed-road xyxy=(1315,2006,1506,2143)
red-highlight-box: ಜನರ ಹಾದಿ ತಪ್ಪಿಸುವ ಯತ್ನ xyxy=(847,2043,1132,2093)
football-headline: ಇಂದಿನಿಂದ ಪಾಲಿಬೆಟ್ಟದಲ್ಲಿ ರಾಷ್ಟ್ರೀಯ ಮಟ್ಟದ ಫುಟ್ಬಾಲ್ ಪಂದ್ಯ xyxy=(831,805,1503,843)
asti-paragraph: ಇ-ಖಾತೆ ವಿತರಣೆಗೆ ಸಂಬಂಧಿಸಿದ ಹೆಚ್ಚಿನ ಮಾಹಿತಿಗೆ ಸ್ಥಳೀಯ ನಗರಸಭೆ, ಪುರಸಭೆ ಹಾಗೂ ಪಟ್ಟಣ ಪಂಚಾಯಿತಿ ಕಚೇರಿಯನ್ನು ಸಂಪರ್ಕಿಸುವಂತೆ ಪ್ರಕಟಣೆಯಲ್ಲಿ ತಿಳಿಸಲಾಗಿದೆ. xyxy=(20,508,286,585)
quote-text: ಕೇಂದ್ರದ ಯೋಜನೆಗಳ ಜಾರಿಗೆ ರಾಜ್ಯ ಸರ್ಕಾರ ಜನರ ಹಾದಿ ತಪ್ಪಿಸುವ ಯತ್ನ ನಡೆಸುತ್ತಿದೆ. xyxy=(621,2339,819,2374)
dpr-headline: ಹೆದ್ದಾರಿ ಅಭಿವೃದ್ಧಿಗೆ ಡಿಪಿಆರ್ ಸಿದ್ಧತೆ xyxy=(364,805,764,845)
col4-top xyxy=(1185,237,1495,386)
bullet-item xyxy=(837,1029,1015,1047)
byline-label: ಪ್ರತಿನಿಧಿ ವರದಿ xyxy=(1151,1984,1219,2000)
byline-place: ಪಾಲಿಬೆಟ್ಟ xyxy=(905,854,951,870)
byline xyxy=(1151,1984,1506,2001)
dosage-item xyxy=(919,1621,1203,1641)
photo-credit: ಪ್ರತಿನಿಧಿ ಫೋಟೋ xyxy=(311,1362,323,1425)
football-left-col xyxy=(828,851,1024,1123)
byline xyxy=(20,239,286,256)
bullet-item xyxy=(837,1051,1015,1088)
column-divider xyxy=(1146,1945,1147,2418)
photo-geetha-harish xyxy=(863,237,956,357)
